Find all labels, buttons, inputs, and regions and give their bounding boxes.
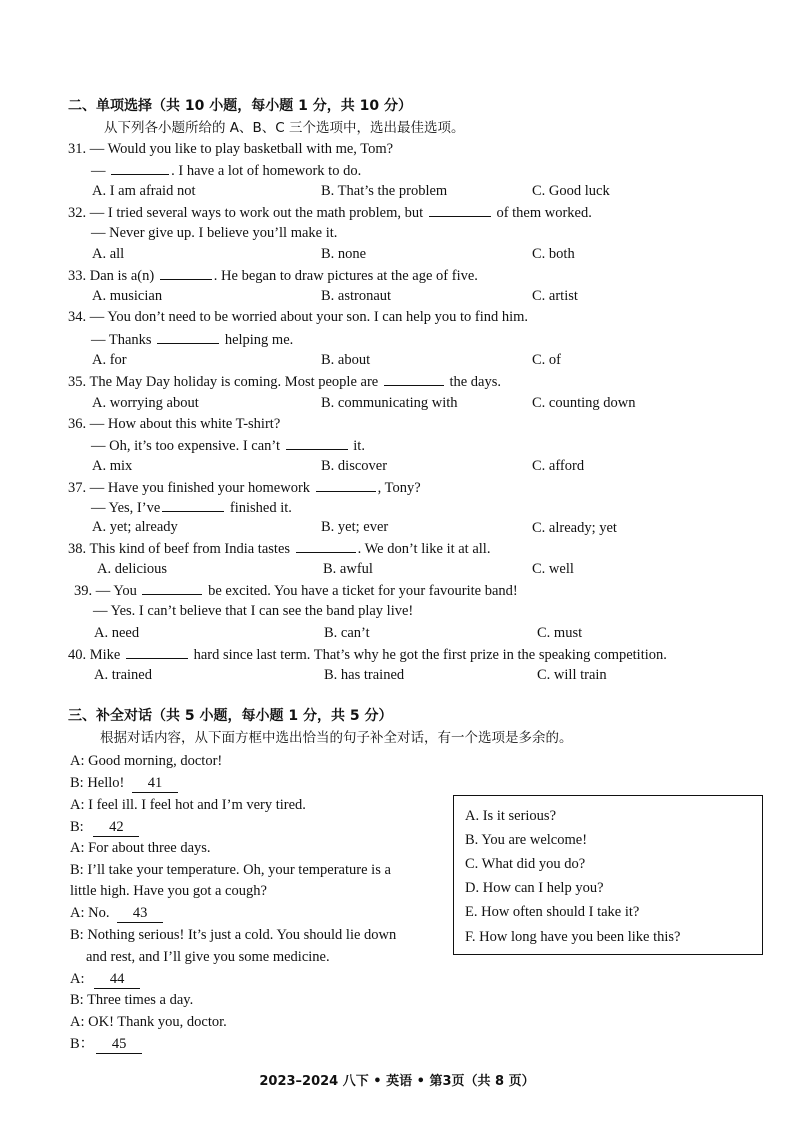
q32-option-c: C. both: [532, 246, 575, 262]
q32-stem: 32. — I tried several ways to work out the math problem, but of them worked.: [68, 202, 592, 223]
q33-option-a: A. musician: [92, 288, 163, 304]
box-option-a: A. Is it serious?: [465, 808, 557, 824]
q40-option-c: C. will train: [537, 667, 607, 683]
dialog-line: little high. Have you got a cough?: [70, 883, 267, 899]
q33-stem: 33. Dan is a(n) . He began to draw pictures at the age of five.: [68, 265, 478, 286]
q38-option-c: C. well: [532, 561, 574, 577]
q31-option-c: C. Good luck: [532, 183, 610, 199]
q35-stem: 35. The May Day holiday is coming. Most people are the days.: [68, 371, 501, 392]
dialog-line: and rest, and I’ll give you some medicine.: [86, 949, 330, 965]
q36-stem: 36. — How about this white T-shirt?: [68, 416, 281, 432]
dialog-line: A: No. 43: [70, 903, 163, 923]
q31-response: — . I have a lot of homework to do.: [91, 160, 361, 181]
box-option-b: B. You are welcome!: [465, 832, 588, 848]
dialog-line: A: For about three days.: [70, 840, 211, 856]
section-2-instruction: 从下列各小题所给的 A、B、C 三个选项中，选出最佳选项。: [104, 120, 465, 136]
q34-option-b: B. about: [321, 352, 371, 368]
dialog-line: B: Hello! 41: [70, 773, 178, 793]
q34-stem: 34. — You don’t need to be worried about your son. I can help you to find him.: [68, 309, 529, 325]
q37-option-b: B. yet; ever: [321, 519, 389, 535]
answer-slot-41: 41: [132, 774, 178, 793]
q36-option-c: C. afford: [532, 458, 585, 474]
q37-option-a: A. yet; already: [92, 519, 178, 535]
answer-blank: [111, 160, 169, 175]
q32-option-a: A. all: [92, 246, 125, 262]
answer-blank: [142, 580, 202, 595]
answer-slot-44: 44: [94, 970, 140, 989]
box-option-f: F. How long have you been like this?: [465, 929, 681, 945]
answer-slot-45: 45: [96, 1035, 142, 1054]
answer-blank: [160, 265, 212, 280]
q37-response: — Yes, I’ve finished it.: [91, 497, 292, 518]
q37-stem: 37. — Have you finished your homework , Tony?: [68, 477, 421, 498]
page-footer: 2023–2024 八下 • 英语 • 第3页（共 8 页）: [259, 1074, 535, 1089]
q37-option-c: C. already; yet: [532, 520, 617, 536]
q31-stem: 31. — Would you like to play basketball with me, Tom?: [68, 141, 394, 157]
answer-blank: [296, 538, 356, 553]
dialog-line: B: I’ll take your temperature. Oh, your temperature is a: [70, 862, 391, 878]
q36-response: — Oh, it’s too expensive. I can’t it.: [91, 435, 365, 456]
answer-slot-42: 42: [93, 818, 139, 837]
q40-option-a: A. trained: [94, 667, 152, 683]
dialog-line: A: Good morning, doctor!: [70, 753, 223, 769]
answer-blank: [126, 644, 188, 659]
dialog-line: A: I feel ill. I feel hot and I’m very tired.: [70, 797, 306, 813]
section-2-heading: 二、单项选择（共 10 小题，每小题 1 分，共 10 分）: [68, 98, 412, 114]
q34-option-c: C. of: [532, 352, 561, 368]
q33-option-b: B. astronaut: [321, 288, 392, 304]
answer-blank: [286, 435, 348, 450]
q36-option-a: A. mix: [92, 458, 133, 474]
q38-stem: 38. This kind of beef from India tastes . We don’t like it at all.: [68, 538, 490, 559]
section-3-instruction: 根据对话内容，从下面方框中选出恰当的句子补全对话，有一个选项是多余的。: [100, 730, 573, 746]
answer-blank: [429, 202, 491, 217]
dialog-line: B: Three times a day.: [70, 992, 194, 1008]
answer-blank: [316, 477, 376, 492]
box-option-d: D. How can I help you?: [465, 880, 604, 896]
q32-option-b: B. none: [321, 246, 367, 262]
q38-option-a: A. delicious: [97, 561, 168, 577]
dialog-line: A: 44: [70, 969, 140, 989]
dialog-line: B: 42: [70, 817, 139, 837]
answer-blank: [384, 371, 444, 386]
q34-option-a: A. for: [92, 352, 127, 368]
q36-option-b: B. discover: [321, 458, 388, 474]
q35-option-a: A. worrying about: [92, 395, 199, 411]
answer-blank: [162, 497, 224, 512]
dialog-line: B: Nothing serious! It’s just a cold. You should lie down: [70, 927, 397, 943]
q40-option-b: B. has trained: [324, 667, 405, 683]
dialog-line: B： 45: [70, 1034, 142, 1054]
q39-option-a: A. need: [94, 625, 140, 641]
q38-option-b: B. awful: [323, 561, 373, 577]
q39-response: — Yes. I can’t believe that I can see the band play live!: [93, 603, 414, 619]
q35-option-c: C. counting down: [532, 395, 636, 411]
q31-option-a: A. I am afraid not: [92, 183, 196, 199]
q39-option-b: B. can’t: [324, 625, 370, 641]
q40-stem: 40. Mike hard since last term. That’s why he got the first prize in the speaking competition.: [68, 644, 667, 665]
q35-option-b: B. communicating with: [321, 395, 458, 411]
section-3-heading: 三、补全对话（共 5 小题，每小题 1 分，共 5 分）: [68, 708, 393, 724]
answer-blank: [157, 329, 219, 344]
box-option-c: C. What did you do?: [465, 856, 586, 872]
box-option-e: E. How often should I take it?: [465, 904, 640, 920]
q39-option-c: C. must: [537, 625, 583, 641]
q39-stem: 39. — You be excited. You have a ticket for your favourite band!: [74, 580, 518, 601]
answer-slot-43: 43: [117, 904, 163, 923]
q32-response: — Never give up. I believe you’ll make it.: [91, 225, 338, 241]
q34-response: — Thanks helping me.: [91, 329, 293, 350]
q31-option-b: B. That’s the problem: [321, 183, 448, 199]
dialog-line: A: OK! Thank you, doctor.: [70, 1014, 227, 1030]
q33-option-c: C. artist: [532, 288, 578, 304]
